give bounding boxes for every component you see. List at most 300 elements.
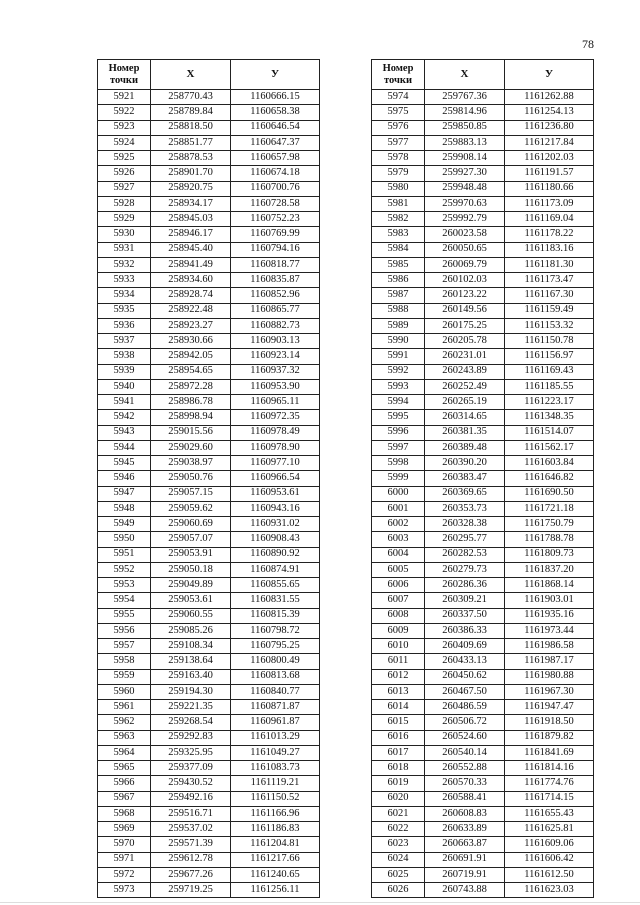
table-row <box>98 562 320 577</box>
cell-y: 1160728.58 <box>231 196 320 211</box>
cell-point-number: 5951 <box>98 547 151 562</box>
cell-point-number: 5922 <box>98 105 151 120</box>
table-row <box>98 212 320 227</box>
table-row <box>372 349 594 364</box>
cell-point-number: 6009 <box>372 623 425 638</box>
cell-point-number: 6008 <box>372 608 425 623</box>
cell-point-number: 5926 <box>98 166 151 181</box>
cell-point-number: 6004 <box>372 547 425 562</box>
cell-x: 259516.71 <box>151 806 231 821</box>
cell-y: 1161348.35 <box>505 410 594 425</box>
cell-point-number: 5948 <box>98 501 151 516</box>
cell-point-number: 6024 <box>372 852 425 867</box>
cell-y: 1161204.81 <box>231 837 320 852</box>
cell-x: 259571.39 <box>151 837 231 852</box>
cell-x: 260506.72 <box>425 715 505 730</box>
cell-y: 1161690.50 <box>505 486 594 501</box>
table-row <box>372 715 594 730</box>
table-row <box>98 166 320 181</box>
cell-point-number: 5965 <box>98 761 151 776</box>
table-row <box>98 257 320 272</box>
cell-point-number: 6014 <box>372 700 425 715</box>
cell-point-number: 5950 <box>98 532 151 547</box>
cell-x: 260123.22 <box>425 288 505 303</box>
cell-y: 1160943.16 <box>231 501 320 516</box>
coordinates-table-right <box>371 59 594 898</box>
table-row <box>98 761 320 776</box>
cell-x: 258986.78 <box>151 395 231 410</box>
cell-x: 259970.63 <box>425 196 505 211</box>
cell-y: 1161655.43 <box>505 806 594 821</box>
cell-point-number: 5927 <box>98 181 151 196</box>
table-row <box>372 486 594 501</box>
table-row <box>372 806 594 821</box>
cell-x: 260608.83 <box>425 806 505 821</box>
cell-point-number: 5993 <box>372 379 425 394</box>
cell-y: 1161837.20 <box>505 562 594 577</box>
cell-point-number: 5984 <box>372 242 425 257</box>
table-header-row <box>372 60 594 90</box>
cell-point-number: 5972 <box>98 867 151 882</box>
table-row <box>98 776 320 791</box>
cell-x: 258928.74 <box>151 288 231 303</box>
table-row <box>98 303 320 318</box>
page-bottom-edge <box>0 902 640 903</box>
cell-y: 1161623.03 <box>505 883 594 898</box>
cell-y: 1161646.82 <box>505 471 594 486</box>
table-row <box>372 562 594 577</box>
cell-x: 259992.79 <box>425 212 505 227</box>
cell-y: 1161774.76 <box>505 776 594 791</box>
cell-x: 259927.30 <box>425 166 505 181</box>
cell-point-number: 6003 <box>372 532 425 547</box>
cell-y: 1160966.54 <box>231 471 320 486</box>
table-row <box>372 273 594 288</box>
table-row <box>98 608 320 623</box>
cell-point-number: 5925 <box>98 151 151 166</box>
cell-x: 259053.91 <box>151 547 231 562</box>
cell-point-number: 5966 <box>98 776 151 791</box>
cell-point-number: 5923 <box>98 120 151 135</box>
cell-point-number: 5933 <box>98 273 151 288</box>
cell-y: 1161150.52 <box>231 791 320 806</box>
cell-x: 260570.33 <box>425 776 505 791</box>
cell-x: 258998.94 <box>151 410 231 425</box>
cell-y: 1161178.22 <box>505 227 594 242</box>
cell-point-number: 6000 <box>372 486 425 501</box>
cell-x: 259767.36 <box>425 90 505 105</box>
cell-point-number: 5941 <box>98 395 151 410</box>
cell-point-number: 5971 <box>98 852 151 867</box>
cell-x: 258770.43 <box>151 90 231 105</box>
cell-point-number: 5975 <box>372 105 425 120</box>
cell-y: 1161841.69 <box>505 745 594 760</box>
cell-y: 1161173.09 <box>505 196 594 211</box>
cell-point-number: 5981 <box>372 196 425 211</box>
cell-x: 260389.48 <box>425 440 505 455</box>
cell-point-number: 5979 <box>372 166 425 181</box>
cell-point-number: 6006 <box>372 578 425 593</box>
cell-y: 1161750.79 <box>505 517 594 532</box>
table-row <box>372 745 594 760</box>
table-row <box>372 440 594 455</box>
table-row <box>98 517 320 532</box>
cell-y: 1161173.47 <box>505 273 594 288</box>
cell-y: 1160855.65 <box>231 578 320 593</box>
cell-y: 1161223.17 <box>505 395 594 410</box>
cell-x: 260243.89 <box>425 364 505 379</box>
cell-y: 1161049.27 <box>231 745 320 760</box>
cell-y: 1160953.90 <box>231 379 320 394</box>
cell-point-number: 6007 <box>372 593 425 608</box>
table-row <box>98 364 320 379</box>
cell-y: 1161202.03 <box>505 151 594 166</box>
cell-y: 1161903.01 <box>505 593 594 608</box>
cell-point-number: 5995 <box>372 410 425 425</box>
cell-x: 260633.89 <box>425 822 505 837</box>
cell-x: 260433.13 <box>425 654 505 669</box>
header-number-line1: Номер <box>108 62 140 74</box>
table-row <box>372 166 594 181</box>
cell-y: 1161809.73 <box>505 547 594 562</box>
table-row <box>98 349 320 364</box>
cell-x: 258934.17 <box>151 196 231 211</box>
table-row <box>98 395 320 410</box>
cell-point-number: 5963 <box>98 730 151 745</box>
cell-point-number: 5980 <box>372 181 425 196</box>
cell-y: 1161186.83 <box>231 822 320 837</box>
cell-x: 259221.35 <box>151 700 231 715</box>
table-row <box>372 196 594 211</box>
cell-x: 259377.09 <box>151 761 231 776</box>
table-row <box>98 669 320 684</box>
cell-y: 1161973.44 <box>505 623 594 638</box>
cell-y: 1160800.49 <box>231 654 320 669</box>
cell-point-number: 5969 <box>98 822 151 837</box>
cell-point-number: 6016 <box>372 730 425 745</box>
cell-point-number: 6018 <box>372 761 425 776</box>
cell-x: 259057.15 <box>151 486 231 501</box>
table-row <box>372 303 594 318</box>
cell-y: 1161156.97 <box>505 349 594 364</box>
cell-point-number: 6021 <box>372 806 425 821</box>
cell-x: 260286.36 <box>425 578 505 593</box>
cell-y: 1160953.61 <box>231 486 320 501</box>
cell-x: 259677.26 <box>151 867 231 882</box>
cell-y: 1161217.84 <box>505 135 594 150</box>
table-row <box>98 334 320 349</box>
cell-point-number: 5996 <box>372 425 425 440</box>
cell-x: 260386.33 <box>425 623 505 638</box>
cell-y: 1161935.16 <box>505 608 594 623</box>
table-row <box>372 364 594 379</box>
cell-y: 1161191.57 <box>505 166 594 181</box>
cell-y: 1160813.68 <box>231 669 320 684</box>
cell-x: 259050.18 <box>151 562 231 577</box>
cell-x: 259053.61 <box>151 593 231 608</box>
cell-x: 259292.83 <box>151 730 231 745</box>
table-row <box>372 608 594 623</box>
table-row <box>98 379 320 394</box>
cell-x: 258923.27 <box>151 318 231 333</box>
cell-x: 260328.38 <box>425 517 505 532</box>
cell-x: 260337.50 <box>425 608 505 623</box>
table-row <box>372 471 594 486</box>
table-row <box>98 501 320 516</box>
table-row <box>372 578 594 593</box>
table-row <box>372 761 594 776</box>
cell-x: 258930.66 <box>151 334 231 349</box>
table-row <box>98 425 320 440</box>
cell-y: 1161814.16 <box>505 761 594 776</box>
cell-point-number: 5959 <box>98 669 151 684</box>
cell-y: 1160752.23 <box>231 212 320 227</box>
cell-y: 1161183.16 <box>505 242 594 257</box>
cell-point-number: 5946 <box>98 471 151 486</box>
cell-x: 259537.02 <box>151 822 231 837</box>
table-row <box>98 456 320 471</box>
cell-y: 1161967.30 <box>505 684 594 699</box>
cell-x: 260369.65 <box>425 486 505 501</box>
table-header-row <box>98 60 320 90</box>
cell-point-number: 5991 <box>372 349 425 364</box>
cell-point-number: 5978 <box>372 151 425 166</box>
table-row <box>98 151 320 166</box>
table-row <box>98 547 320 562</box>
cell-point-number: 5935 <box>98 303 151 318</box>
cell-point-number: 5960 <box>98 684 151 699</box>
cell-point-number: 5954 <box>98 593 151 608</box>
cell-y: 1161606.42 <box>505 852 594 867</box>
table-row <box>372 852 594 867</box>
cell-point-number: 6015 <box>372 715 425 730</box>
cell-y: 1160874.91 <box>231 562 320 577</box>
cell-x: 259049.89 <box>151 578 231 593</box>
cell-point-number: 6023 <box>372 837 425 852</box>
cell-y: 1160961.87 <box>231 715 320 730</box>
cell-x: 260314.65 <box>425 410 505 425</box>
table-row <box>98 654 320 669</box>
table-row <box>98 745 320 760</box>
table-row <box>372 120 594 135</box>
cell-y: 1161947.47 <box>505 700 594 715</box>
table-row <box>98 410 320 425</box>
cell-x: 258922.48 <box>151 303 231 318</box>
table-row <box>372 242 594 257</box>
cell-x: 260353.73 <box>425 501 505 516</box>
cell-point-number: 5976 <box>372 120 425 135</box>
table-row <box>372 257 594 272</box>
cell-x: 260023.58 <box>425 227 505 242</box>
table-row <box>372 822 594 837</box>
cell-x: 258942.05 <box>151 349 231 364</box>
cell-x: 259492.16 <box>151 791 231 806</box>
cell-y: 1161119.21 <box>231 776 320 791</box>
cell-x: 260524.60 <box>425 730 505 745</box>
header-x: X <box>151 60 231 90</box>
cell-point-number: 5937 <box>98 334 151 349</box>
table-row <box>98 318 320 333</box>
cell-x: 260279.73 <box>425 562 505 577</box>
cell-x: 260588.41 <box>425 791 505 806</box>
table-row <box>372 623 594 638</box>
cell-point-number: 6022 <box>372 822 425 837</box>
cell-point-number: 6019 <box>372 776 425 791</box>
table-row <box>372 730 594 745</box>
cell-y: 1161262.88 <box>505 90 594 105</box>
cell-y: 1160794.16 <box>231 242 320 257</box>
cell-point-number: 5936 <box>98 318 151 333</box>
table-row <box>372 288 594 303</box>
table-row <box>98 486 320 501</box>
cell-point-number: 5947 <box>98 486 151 501</box>
table-row <box>98 623 320 638</box>
cell-point-number: 5940 <box>98 379 151 394</box>
cell-point-number: 5999 <box>372 471 425 486</box>
cell-x: 259163.40 <box>151 669 231 684</box>
table-row <box>372 669 594 684</box>
cell-x: 258878.53 <box>151 151 231 166</box>
cell-y: 1160978.90 <box>231 440 320 455</box>
table-row <box>372 791 594 806</box>
cell-x: 258954.65 <box>151 364 231 379</box>
cell-x: 258934.60 <box>151 273 231 288</box>
table-row <box>98 273 320 288</box>
header-number-line1: Номер <box>382 62 414 74</box>
cell-y: 1161918.50 <box>505 715 594 730</box>
cell-y: 1160795.25 <box>231 639 320 654</box>
cell-y: 1161603.84 <box>505 456 594 471</box>
cell-y: 1160666.15 <box>231 90 320 105</box>
table-row <box>98 532 320 547</box>
cell-y: 1160978.49 <box>231 425 320 440</box>
cell-x: 259883.13 <box>425 135 505 150</box>
cell-x: 259325.95 <box>151 745 231 760</box>
cell-y: 1161254.13 <box>505 105 594 120</box>
cell-y: 1161625.81 <box>505 822 594 837</box>
header-y: У <box>505 60 594 90</box>
cell-x: 258946.17 <box>151 227 231 242</box>
cell-y: 1161217.66 <box>231 852 320 867</box>
cell-y: 1160923.14 <box>231 349 320 364</box>
cell-x: 260409.69 <box>425 639 505 654</box>
table-row <box>372 105 594 120</box>
table-row <box>372 883 594 898</box>
cell-x: 259057.07 <box>151 532 231 547</box>
cell-y: 1161714.15 <box>505 791 594 806</box>
table-row <box>98 822 320 837</box>
table-row <box>98 242 320 257</box>
cell-x: 259430.52 <box>151 776 231 791</box>
cell-point-number: 6025 <box>372 867 425 882</box>
cell-point-number: 5985 <box>372 257 425 272</box>
cell-x: 260743.88 <box>425 883 505 898</box>
cell-point-number: 5924 <box>98 135 151 150</box>
cell-y: 1161236.80 <box>505 120 594 135</box>
cell-x: 260295.77 <box>425 532 505 547</box>
header-number-line2: точки <box>383 74 413 86</box>
cell-x: 259108.34 <box>151 639 231 654</box>
cell-point-number: 5977 <box>372 135 425 150</box>
cell-y: 1160977.10 <box>231 456 320 471</box>
cell-y: 1160882.73 <box>231 318 320 333</box>
cell-y: 1161879.82 <box>505 730 594 745</box>
cell-y: 1161159.49 <box>505 303 594 318</box>
cell-point-number: 6011 <box>372 654 425 669</box>
cell-x: 259194.30 <box>151 684 231 699</box>
cell-point-number: 5955 <box>98 608 151 623</box>
cell-point-number: 5973 <box>98 883 151 898</box>
cell-x: 260383.47 <box>425 471 505 486</box>
cell-x: 259029.60 <box>151 440 231 455</box>
cell-y: 1161166.96 <box>231 806 320 821</box>
cell-point-number: 5967 <box>98 791 151 806</box>
cell-x: 260467.50 <box>425 684 505 699</box>
cell-y: 1161788.78 <box>505 532 594 547</box>
cell-point-number: 5952 <box>98 562 151 577</box>
cell-x: 259814.96 <box>425 105 505 120</box>
cell-x: 260282.53 <box>425 547 505 562</box>
table-row <box>98 639 320 654</box>
cell-point-number: 5929 <box>98 212 151 227</box>
cell-y: 1161240.65 <box>231 867 320 882</box>
cell-point-number: 6010 <box>372 639 425 654</box>
cell-point-number: 5987 <box>372 288 425 303</box>
table-row <box>98 715 320 730</box>
cell-point-number: 5931 <box>98 242 151 257</box>
cell-x: 259085.26 <box>151 623 231 638</box>
table-row <box>98 837 320 852</box>
cell-x: 259059.62 <box>151 501 231 516</box>
table-row <box>98 852 320 867</box>
cell-x: 260205.78 <box>425 334 505 349</box>
cell-point-number: 5949 <box>98 517 151 532</box>
cell-y: 1161169.04 <box>505 212 594 227</box>
table-row <box>372 227 594 242</box>
cell-x: 260390.20 <box>425 456 505 471</box>
cell-point-number: 5945 <box>98 456 151 471</box>
cell-point-number: 5986 <box>372 273 425 288</box>
cell-x: 260175.25 <box>425 318 505 333</box>
cell-point-number: 5961 <box>98 700 151 715</box>
cell-y: 1160835.87 <box>231 273 320 288</box>
table-row <box>98 196 320 211</box>
cell-point-number: 5982 <box>372 212 425 227</box>
cell-y: 1161150.78 <box>505 334 594 349</box>
cell-point-number: 6002 <box>372 517 425 532</box>
cell-point-number: 5974 <box>372 90 425 105</box>
cell-x: 260540.14 <box>425 745 505 760</box>
cell-point-number: 6013 <box>372 684 425 699</box>
cell-y: 1160674.18 <box>231 166 320 181</box>
cell-y: 1161167.30 <box>505 288 594 303</box>
table-row <box>372 135 594 150</box>
cell-x: 258818.50 <box>151 120 231 135</box>
cell-point-number: 5989 <box>372 318 425 333</box>
cell-x: 259138.64 <box>151 654 231 669</box>
cell-x: 260381.35 <box>425 425 505 440</box>
cell-y: 1160831.55 <box>231 593 320 608</box>
table-row <box>98 227 320 242</box>
table-row <box>98 105 320 120</box>
cell-point-number: 5957 <box>98 639 151 654</box>
cell-y: 1161868.14 <box>505 578 594 593</box>
cell-x: 259038.97 <box>151 456 231 471</box>
table-row <box>372 776 594 791</box>
table-row <box>372 425 594 440</box>
cell-point-number: 6026 <box>372 883 425 898</box>
cell-x: 259060.55 <box>151 608 231 623</box>
